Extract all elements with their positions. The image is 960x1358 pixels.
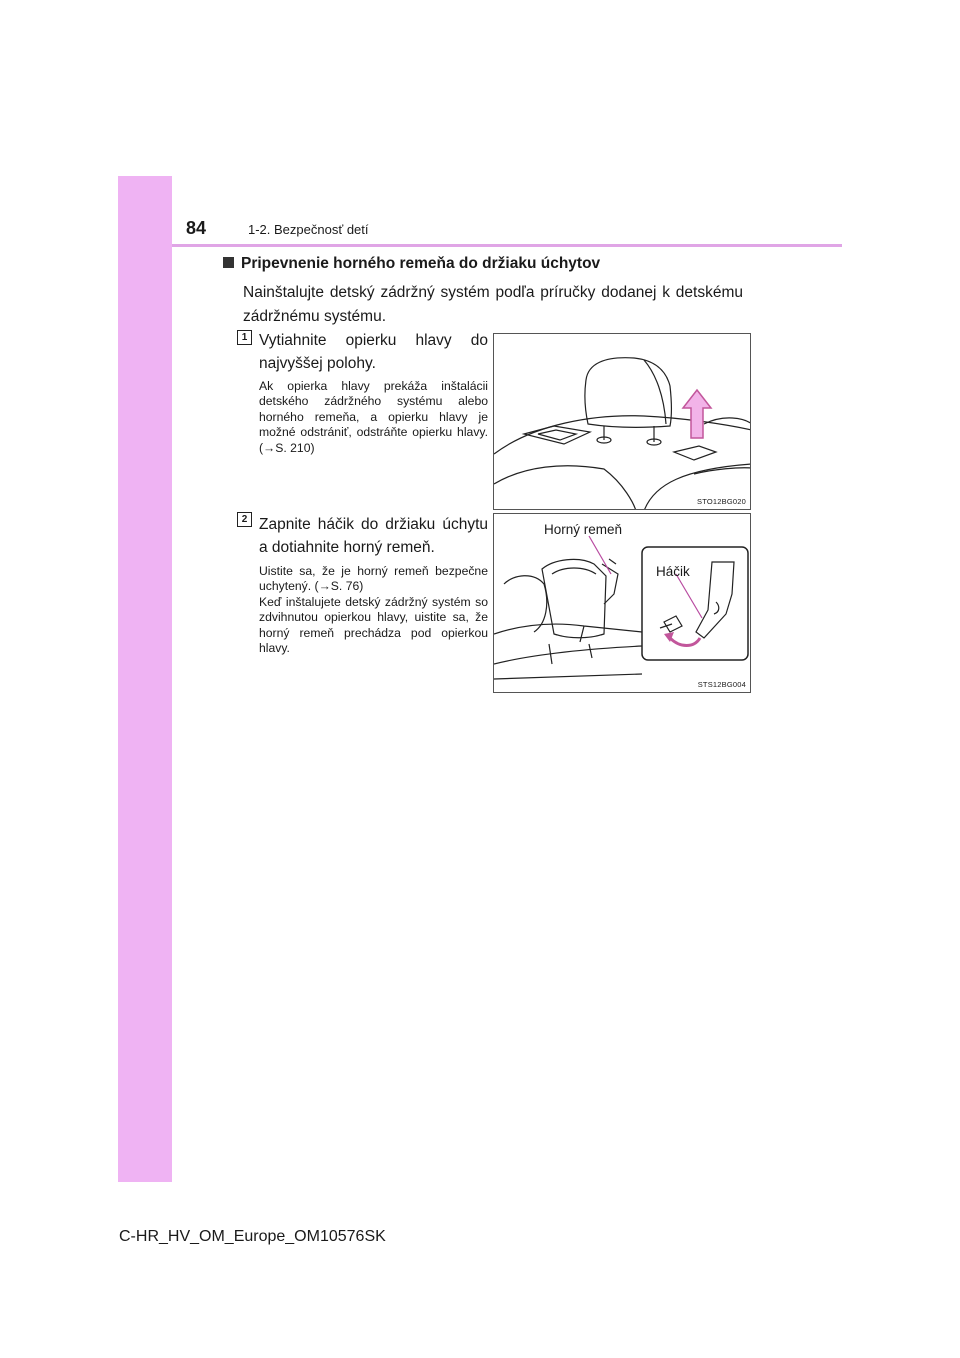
headrest-illustration <box>494 334 751 510</box>
figure-top-strap <box>493 513 751 693</box>
square-bullet-icon <box>223 257 234 268</box>
label-hook: Háčik <box>656 564 690 579</box>
figure-code: STO12BG020 <box>697 497 746 506</box>
intro-paragraph: Nainštalujte detský zádržný systém podľa príručky dodanej k detskému zádržnému systému. <box>243 284 743 325</box>
step-1-note: Ak opierka hlavy prekáža inštalácii detského zádržného systému alebo horného remeňa, a opierku hlavy je možné odstrániť, odstráňte opierku hlavy. (→S. 210) <box>259 379 488 455</box>
step-2-badge: 2 <box>237 512 252 527</box>
subsection-heading <box>223 255 600 273</box>
figure-headrest <box>493 333 751 510</box>
section-title: 1-2. Bezpečnosť detí <box>248 222 369 237</box>
header-divider <box>172 244 842 247</box>
heading-text: Pripevnenie horného remeňa do držiaku úchytov <box>241 255 601 272</box>
step-2-note: Uistite sa, že je horný remeň bezpečne uchytený. (→S. 76) Keď inštalujete detský zádržný systém so zdvihnutou opierkou hlavy, uistite sa, že horný remeň prechádza pod opierkou hlavy. <box>259 564 488 656</box>
step-2-instruction: Zapnite háčik do držiaku úchytu a dotiahnite horný remeň. <box>259 516 488 556</box>
page-number: 84 <box>186 218 207 238</box>
label-top-strap: Horný remeň <box>544 522 623 537</box>
step-1-badge: 1 <box>237 330 252 345</box>
pull-up-arrow-icon <box>683 390 711 438</box>
figure-code: STS12BG004 <box>697 680 746 689</box>
document-id: C-HR_HV_OM_Europe_OM10576SK <box>119 1228 386 1245</box>
step-1-instruction: Vytiahnite opierku hlavy do najvyššej polohy. <box>259 332 488 372</box>
side-tab <box>118 176 172 1182</box>
top-strap-illustration <box>494 514 751 693</box>
